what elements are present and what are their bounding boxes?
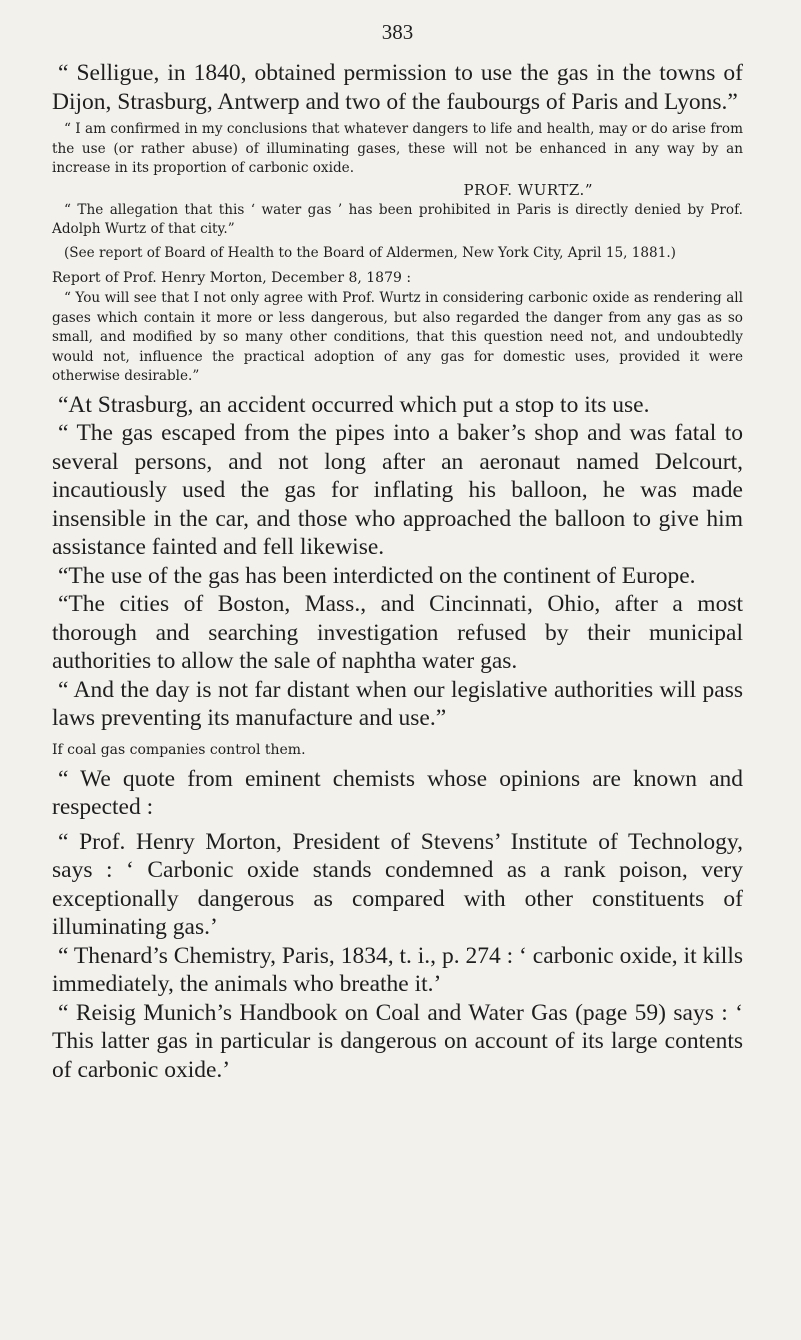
paragraph-selligue: “ Selligue, in 1840, obtained permission to use the gas in the towns of Dijon, Strasburg, Antwerp and two of the faubourgs of Paris and Lyons.” — [52, 60, 743, 115]
paragraph-eminent-chemists: “ We quote from eminent chemists whose opinions are known and respected : — [52, 765, 743, 820]
paragraph-board-report: (See report of Board of Health to the Board of Aldermen, New York City, April 15, 1881.) — [64, 244, 676, 261]
signature-wurtz: PROF. WURTZ.” — [463, 180, 593, 199]
paragraph-baker-shop: “ The gas escaped from the pipes into a baker’s shop and was fatal to several persons, and not long after an aeronaut named Delcourt, incautiously used the gas for inflating his balloon, he was made insensible in the car, and those who approached the balloon to give him assistance fainted and fell likewise. — [52, 420, 743, 560]
paragraph-boston-cincinnati: “The cities of Boston, Mass., and Cincinnati, Ohio, after a most thorough and searching investigation refused by their municipal authorities to allow the sale of naphtha water gas. — [52, 591, 743, 674]
note-coal-gas: If coal gas companies control them. — [52, 741, 306, 758]
paragraph-reisig: “ Reisig Munich’s Handbook on Coal and Water Gas (page 59) says : ‘ This latter gas in particular is dangerous on account of its large contents of carbonic oxide.’ — [52, 999, 743, 1083]
quote-morton: “ You will see that I not only agree with Prof. Wurtz in considering carbonic oxide as rendering all gases which contain it more or less dangerous, but also regarded the danger from any gas as so small, and modified by so many other conditions, that this question need not, and undoubtedly would not, influence the practical adoption of any gas for domestic uses, provided it were otherwise desirable.” — [52, 290, 743, 384]
paragraph-morton-stevens: “ Prof. Henry Morton, President of Stevens’ Institute of Technology, says : ‘ Carbonic oxide stands condemned as a rank poison, very exceptionally dangerous as compared with other constituents of illuminating gas.’ — [52, 828, 743, 940]
paragraph-strasburg: “At Strasburg, an accident occurred which put a stop to its use. — [58, 391, 650, 418]
paragraph-legislative: “ And the day is not far distant when our legislative authorities will pass laws preventing its manufacture and use.” — [52, 676, 743, 731]
page-number: 383 — [381, 20, 414, 44]
paragraph-thenard: “ Thenard’s Chemistry, Paris, 1834, t. i., p. 274 : ‘ carbonic oxide, it kills immediately, the animals who breathe it.’ — [52, 942, 743, 997]
quote-wurtz: “ I am confirmed in my conclusions that whatever dangers to life and health, may or do arise from the use (or rather abuse) of illuminating gases, these will not be enhanced in any way by an increase in its proportion of carbonic oxide. — [52, 121, 743, 176]
paragraph-interdicted: “The use of the gas has been interdicted on the continent of Europe. — [58, 562, 696, 589]
paragraph-allegation: “ The allegation that this ‘ water gas ’ has been prohibited in Paris is directly denied by Prof. Adolph Wurtz of that city.” — [52, 201, 743, 237]
report-morton-heading: Report of Prof. Henry Morton, December 8, 1879 : — [52, 270, 412, 286]
